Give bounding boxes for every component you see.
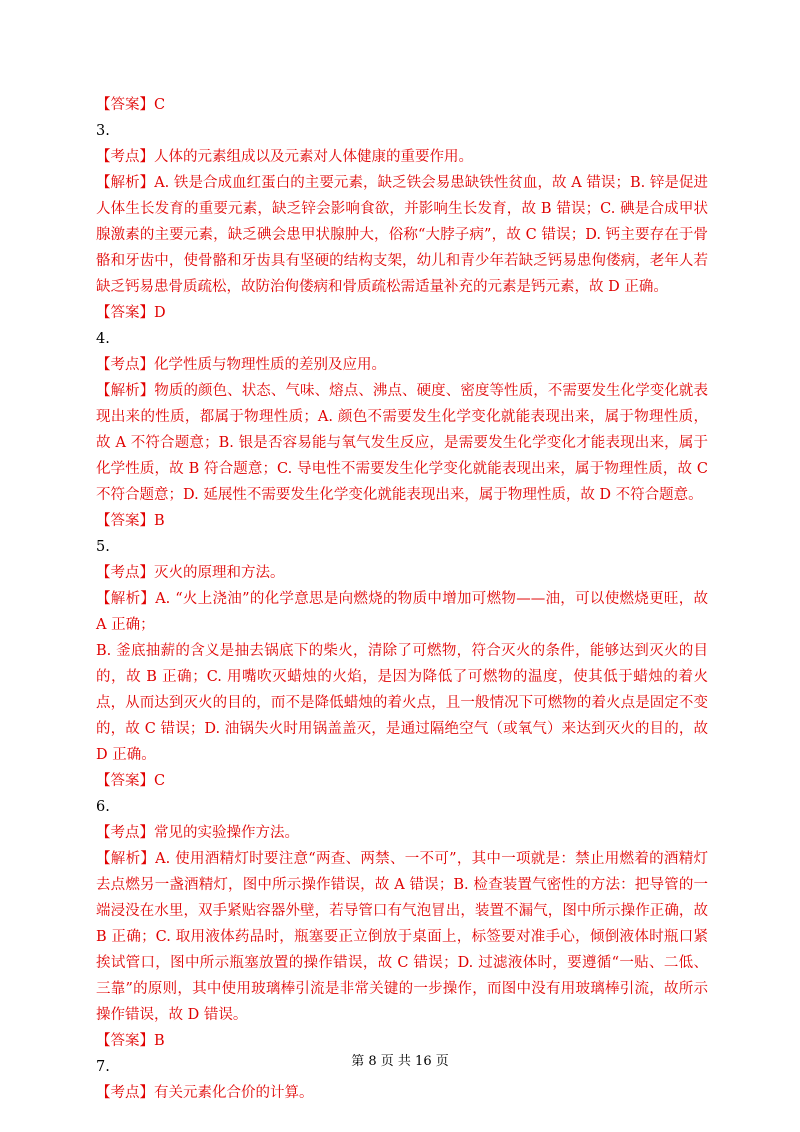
- analysis-tag: 【解析】: [96, 851, 156, 867]
- analysis-tag: 【解析】: [96, 175, 155, 191]
- answer-tag: 【答案】: [96, 513, 154, 529]
- analysis-paragraph: [96, 846, 708, 1028]
- answer-text: D: [154, 305, 166, 321]
- answer-tag: 【答案】: [96, 97, 154, 113]
- knowledge-point-text: 有关元素化合价的计算。: [154, 1085, 314, 1101]
- answer-text: C: [154, 773, 166, 789]
- analysis-tag: 【解析】: [96, 591, 156, 607]
- knowledge-point-line: [96, 1080, 708, 1106]
- knowledge-point-line: [96, 820, 708, 846]
- page-content: [96, 92, 708, 1106]
- answer-text: B: [154, 513, 165, 529]
- knowledge-point-tag: 【考点】: [96, 149, 154, 165]
- answer-line: [96, 300, 708, 326]
- question-number: 3.: [96, 123, 110, 139]
- analysis-paragraph-continued: B. 釜底抽薪的含义是抽去锅底下的柴火，清除了可燃物，符合灭火的条件，能够达到灭火的目的，故 B 正确；C. 用嘴吹灭蜡烛的火焰，是因为降低了可燃物的温度，使其低于蜡烛的着火点，从而达到灭火的目的，而不是降低蜡烛的着火点，且一般情况下可燃物的着火点是固定不变的，故 C 错误；D. 油锅失火时用锅盖盖灭，是通过隔绝空气（或氧气）来达到灭火的目的，故 D 正确。: [96, 643, 708, 763]
- knowledge-point-line: [96, 352, 708, 378]
- answer-line: [96, 768, 708, 794]
- analysis-text: A. 铁是合成血红蛋白的主要元素，缺乏铁会易患缺铁性贫血，故 A 错误；B. 锌是促进人体生长发育的重要元素，缺乏锌会影响食欲，并影响生长发育，故 B 错误；C. 碘是合成甲状腺激素的主要元素，缺乏碘会患甲状腺肿大，俗称“大脖子病”，故 C 错误；D. 钙主要存在于骨骼和牙齿中，使骨骼和牙齿具有坚硬的结构支架，幼儿和青少年若缺乏钙易患佝偻病，老年人若缺乏钙易患骨质疏松，故防治佝偻病和骨质疏松需适量补充的元素是钙元素，故 D 正确。: [96, 175, 708, 295]
- answer-tag: 【答案】: [96, 305, 154, 321]
- knowledge-point-tag: 【考点】: [96, 357, 154, 373]
- answer-tag: 【答案】: [96, 773, 154, 789]
- knowledge-point-text: 化学性质与物理性质的差别及应用。: [154, 357, 386, 373]
- analysis-tag: 【解析】: [96, 383, 155, 399]
- answer-text: B: [154, 1033, 165, 1049]
- analysis-text: A. 使用酒精灯时要注意“两查、两禁、一不可”，其中一项就是：禁止用燃着的酒精灯去点燃另一盏酒精灯，图中所示操作错误，故 A 错误；B. 检查装置气密性的方法：把导管的一端浸没在水里，双手紧贴容器外壁，若导管口有气泡冒出，装置不漏气，图中所示操作正确，故 B 正确；C. 取用液体药品时，瓶塞要正立倒放于桌面上，标签要对准手心，倾倒液体时瓶口紧挨试管口，图中所示瓶塞放置的操作错误，故 C 错误；D. 过滤液体时，要遵循“一贴、二低、三靠”的原则，其中使用玻璃棒引流是非常关键的一步操作，而图中没有用玻璃棒引流，故所示操作错误，故 D 错误。: [96, 851, 708, 1023]
- knowledge-point-line: [96, 560, 708, 586]
- analysis-paragraph: [96, 170, 708, 300]
- knowledge-point-line: [96, 144, 708, 170]
- answer-line: [96, 508, 708, 534]
- analysis-paragraph: [96, 378, 708, 508]
- analysis-text: A. “火上浇油”的化学意思是向燃烧的物质中增加可燃物——油，可以使燃烧更旺，故 A 正确；: [96, 591, 709, 633]
- knowledge-point-tag: 【考点】: [96, 825, 154, 841]
- analysis-text: 物质的颜色、状态、气味、熔点、沸点、硬度、密度等性质，不需要发生化学变化就表现出来的性质，都属于物理性质；A. 颜色不需要发生化学变化就能表现出来，属于物理性质，故 A 不符合题意；B. 银是否容易能与氧气发生反应，是需要发生化学变化才能表现出来，属于化学性质，故 B 符合题意；C. 导电性不需要发生化学变化就能表现出来，属于物理性质，故 C 不符合题意；D. 延展性不需要发生化学变化就能表现出来，属于物理性质，故 D 不符合题意。: [96, 383, 709, 503]
- page-footer: 第 8 页 共 16 页: [351, 1054, 449, 1069]
- knowledge-point-tag: 【考点】: [96, 1085, 154, 1101]
- question-number: 5.: [96, 539, 110, 555]
- answer-text: C: [154, 97, 166, 113]
- knowledge-point-text: 常见的实验操作方法。: [154, 825, 299, 841]
- answer-line: [96, 92, 708, 118]
- answer-tag: 【答案】: [96, 1033, 154, 1049]
- knowledge-point-text: 灭火的原理和方法。: [154, 565, 285, 581]
- question-number: 6.: [96, 799, 110, 815]
- knowledge-point-text: 人体的元素组成以及元素对人体健康的重要作用。: [154, 149, 473, 165]
- analysis-paragraph: [96, 586, 708, 638]
- question-number: 4.: [96, 331, 110, 347]
- knowledge-point-tag: 【考点】: [96, 565, 154, 581]
- question-number: 7.: [96, 1059, 110, 1075]
